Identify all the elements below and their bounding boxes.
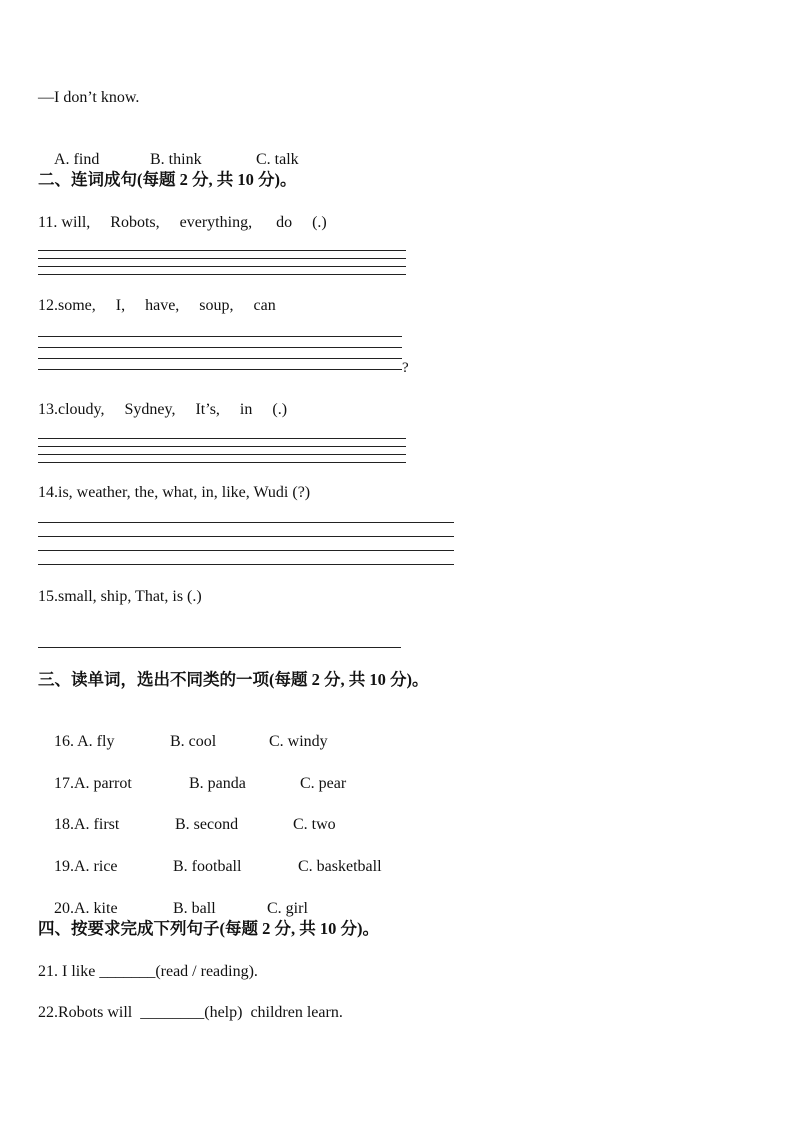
section-2-heading: 二、连词成句(每题 2 分, 共 10 分)。 <box>38 170 297 189</box>
question-15: 15.small, ship, That, is (.) <box>38 588 202 605</box>
section-3-heading: 三、读单词，选出不同类的一项(每题 2 分, 共 10 分)。 <box>38 670 429 689</box>
option-b: B. ball <box>173 900 216 917</box>
question-21: 21. I like _______(read / reading). <box>38 963 258 980</box>
question-12: 12.some, I, have, soup, can <box>38 297 276 314</box>
section-4-heading: 四、按要求完成下列句子(每题 2 分, 共 10 分)。 <box>38 919 379 938</box>
option-c: C. two <box>293 816 336 833</box>
option-c: C. girl <box>267 900 308 917</box>
option-a: A. find <box>54 151 100 168</box>
question-12-end-mark: ? <box>402 360 409 376</box>
option-b: B. think <box>150 151 202 168</box>
answer-line-dont-know: —I don’t know. <box>38 89 140 106</box>
option-a: 18.A. first <box>54 816 120 833</box>
option-a: 16. A. fly <box>54 733 115 750</box>
question-13: 13.cloudy, Sydney, It’s, in (.) <box>38 401 288 418</box>
option-c: C. basketball <box>298 858 382 875</box>
option-b: B. panda <box>189 775 246 792</box>
option-a: 17.A. parrot <box>54 775 132 792</box>
option-b: B. second <box>175 816 239 833</box>
option-c: C. pear <box>300 775 347 792</box>
option-b: B. cool <box>170 733 217 750</box>
question-11: 11. will, Robots, everything, do (.) <box>38 214 327 231</box>
option-a: 19.A. rice <box>54 858 118 875</box>
option-a: 20.A. kite <box>54 900 118 917</box>
option-c: C. windy <box>269 733 328 750</box>
question-22: 22.Robots will ________(help) children learn. <box>38 1004 343 1021</box>
option-b: B. football <box>173 858 242 875</box>
option-c: C. talk <box>256 151 299 168</box>
question-14: 14.is, weather, the, what, in, like, Wudi (?) <box>38 484 311 501</box>
